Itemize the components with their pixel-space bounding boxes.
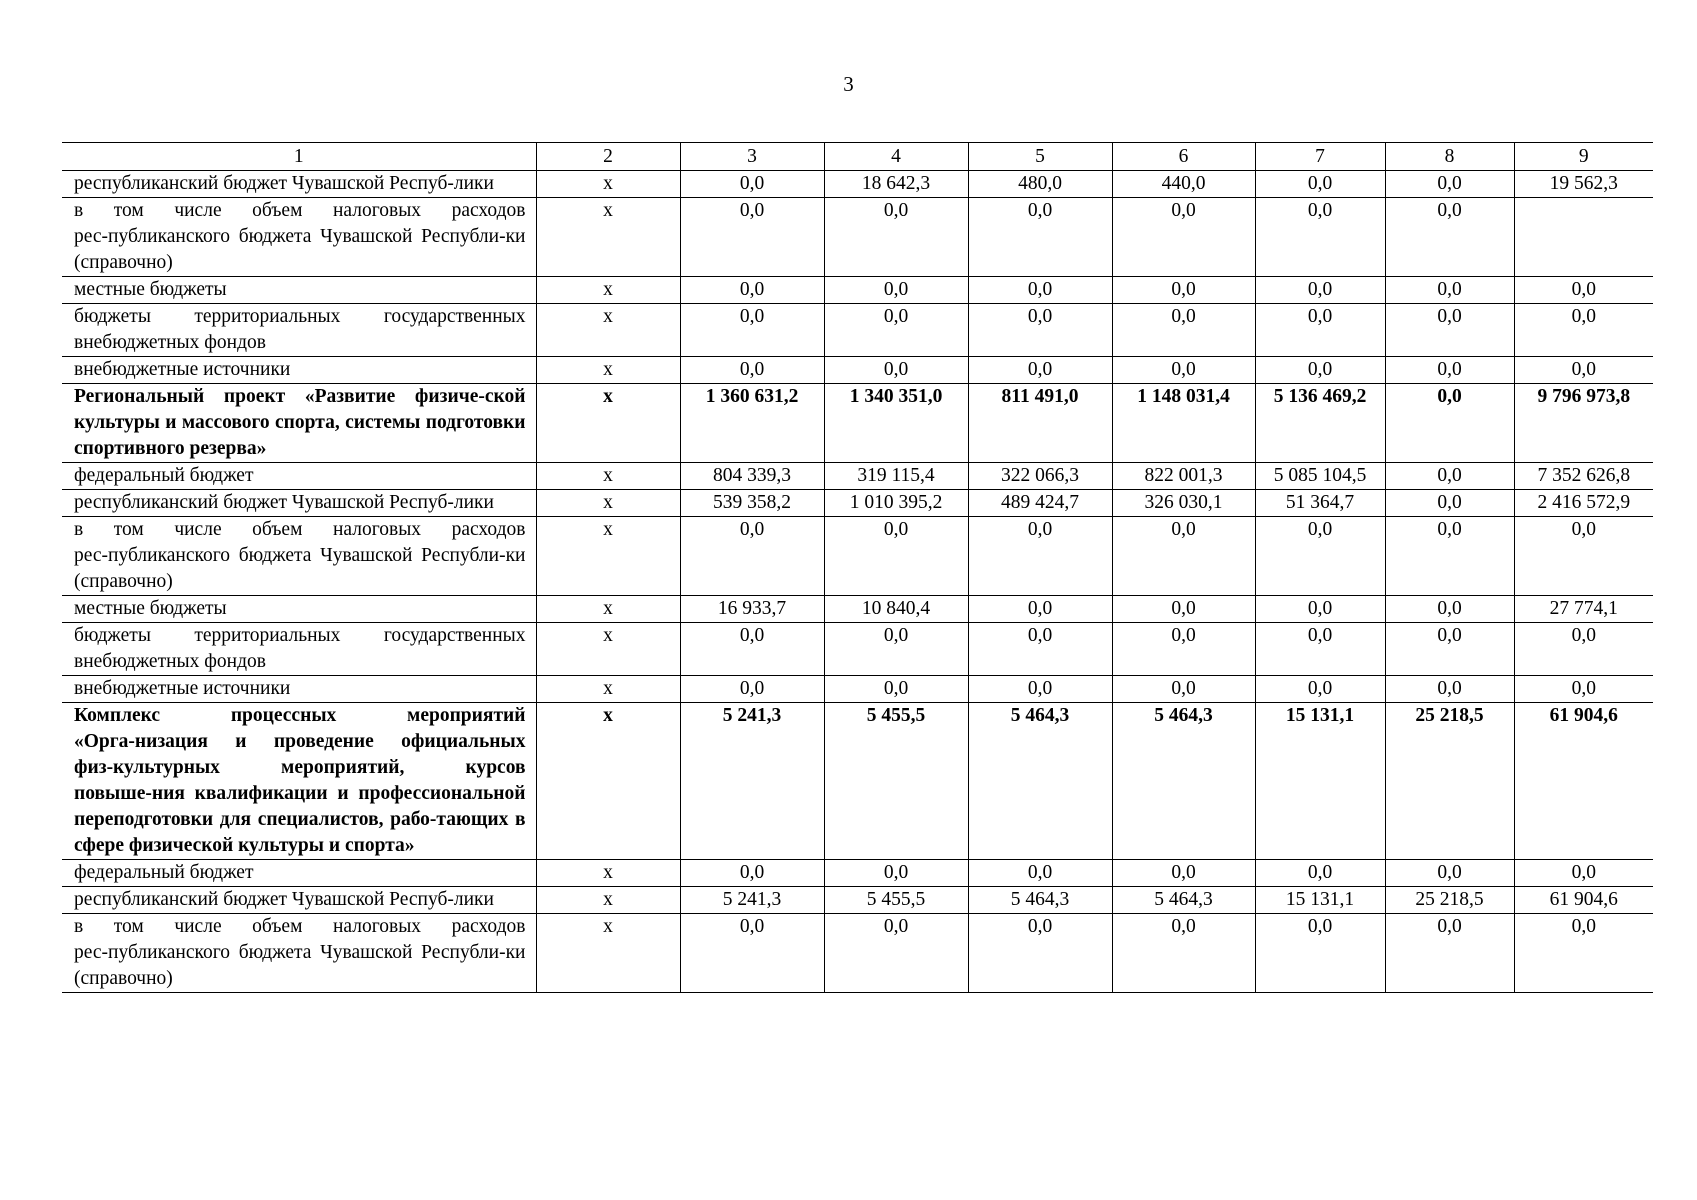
table-cell: 0,0	[968, 277, 1112, 304]
table-cell: 15 131,1	[1255, 887, 1385, 914]
table-cell: 0,0	[1514, 676, 1653, 703]
table-cell: 15 131,1	[1255, 703, 1385, 860]
table-header-row	[62, 143, 1653, 171]
table-cell: 0,0	[1514, 304, 1653, 357]
table-cell: 0,0	[680, 517, 824, 596]
table-cell: 61 904,6	[1514, 887, 1653, 914]
table-cell: 0,0	[1112, 914, 1255, 993]
table-cell: 0,0	[1255, 357, 1385, 384]
row-label: местные бюджеты	[62, 596, 536, 623]
table-cell: х	[536, 304, 680, 357]
row-label: федеральный бюджет	[62, 463, 536, 490]
table-cell: 0,0	[824, 357, 968, 384]
row-label: республиканский бюджет Чувашской Респуб-лики	[62, 887, 536, 914]
table-cell: 9 796 973,8	[1514, 384, 1653, 463]
table-row	[62, 596, 1653, 623]
table-cell: 0,0	[1255, 304, 1385, 357]
table-row	[62, 357, 1653, 384]
row-label: Комплекс процессных мероприятий «Орга-низация и проведение официальных физ-культурных мероприятий, курсов повыше-ния квалификации и профессиональной переподготовки для специалистов, рабо-тающих в сфере физической культуры и спорта»	[62, 703, 536, 860]
table-cell: 0,0	[968, 304, 1112, 357]
table-cell: 61 904,6	[1514, 703, 1653, 860]
table-cell: х	[536, 277, 680, 304]
table-cell: 5 241,3	[680, 887, 824, 914]
table-cell: 0,0	[1385, 914, 1514, 993]
table-cell: 0,0	[1385, 490, 1514, 517]
table-cell: 0,0	[1112, 860, 1255, 887]
table-row-section	[62, 703, 1653, 860]
table-cell: 0,0	[824, 914, 968, 993]
table-cell: 0,0	[1255, 171, 1385, 198]
table-cell: 5 136 469,2	[1255, 384, 1385, 463]
table-cell: 0,0	[680, 171, 824, 198]
table-cell: х	[536, 171, 680, 198]
table-cell: х	[536, 490, 680, 517]
table-row	[62, 676, 1653, 703]
table-cell: 0,0	[680, 860, 824, 887]
table-cell: 0,0	[1385, 304, 1514, 357]
table-cell: 0,0	[1514, 277, 1653, 304]
table-cell: х	[536, 676, 680, 703]
table-cell: 0,0	[968, 517, 1112, 596]
table-cell: х	[536, 860, 680, 887]
table-cell: 0,0	[1514, 357, 1653, 384]
column-header: 9	[1514, 143, 1653, 171]
table-row	[62, 860, 1653, 887]
row-label: Региональный проект «Развитие физиче-ской культуры и массового спорта, системы подготовки спортивного резерва»	[62, 384, 536, 463]
column-header: 6	[1112, 143, 1255, 171]
table-row	[62, 623, 1653, 676]
table-cell: 7 352 626,8	[1514, 463, 1653, 490]
table-cell: 0,0	[1112, 277, 1255, 304]
table-cell: 0,0	[1255, 596, 1385, 623]
table-cell: 822 001,3	[1112, 463, 1255, 490]
table-cell: 0,0	[1385, 517, 1514, 596]
table-cell: х	[536, 463, 680, 490]
table-cell: 5 241,3	[680, 703, 824, 860]
table-cell: х	[536, 198, 680, 277]
table-cell: х	[536, 914, 680, 993]
table-row	[62, 198, 1653, 277]
table-cell: 440,0	[1112, 171, 1255, 198]
table-cell: 0,0	[1255, 198, 1385, 277]
table-cell: 0,0	[680, 198, 824, 277]
table-cell: х	[536, 384, 680, 463]
table-cell: 0,0	[1112, 596, 1255, 623]
table-cell: 10 840,4	[824, 596, 968, 623]
table-cell: х	[536, 357, 680, 384]
table-cell: 0,0	[1255, 277, 1385, 304]
table-cell: 0,0	[1385, 623, 1514, 676]
table-cell: 25 218,5	[1385, 703, 1514, 860]
row-label: местные бюджеты	[62, 277, 536, 304]
table-cell: 1 010 395,2	[824, 490, 968, 517]
table-cell: 0,0	[1255, 860, 1385, 887]
row-label: бюджеты территориальных государственных внебюджетных фондов	[62, 304, 536, 357]
table-cell: 0,0	[824, 517, 968, 596]
table-cell: 0,0	[824, 860, 968, 887]
table-cell: 0,0	[680, 277, 824, 304]
table-cell: х	[536, 703, 680, 860]
table-cell: 0,0	[1385, 676, 1514, 703]
table-body	[62, 143, 1653, 993]
table-cell: 0,0	[968, 596, 1112, 623]
table-cell: 19 562,3	[1514, 171, 1653, 198]
table-cell: 0,0	[1385, 198, 1514, 277]
table-row	[62, 277, 1653, 304]
table-cell: 326 030,1	[1112, 490, 1255, 517]
table-cell: 1 360 631,2	[680, 384, 824, 463]
table-cell: 0,0	[824, 676, 968, 703]
table-cell: 0,0	[1385, 171, 1514, 198]
table-cell: 5 464,3	[1112, 887, 1255, 914]
table-cell: 16 933,7	[680, 596, 824, 623]
row-label: федеральный бюджет	[62, 860, 536, 887]
column-header: 1	[62, 143, 536, 171]
column-header: 7	[1255, 143, 1385, 171]
table-cell: 0,0	[1385, 384, 1514, 463]
table-cell: 0,0	[1112, 357, 1255, 384]
table-cell: 0,0	[1385, 463, 1514, 490]
table-cell: 322 066,3	[968, 463, 1112, 490]
table-cell: 0,0	[824, 277, 968, 304]
table-cell: 0,0	[680, 676, 824, 703]
table-cell: 2 416 572,9	[1514, 490, 1653, 517]
table-cell: 5 464,3	[968, 887, 1112, 914]
table-cell: х	[536, 623, 680, 676]
table-cell: 0,0	[968, 860, 1112, 887]
column-header: 3	[680, 143, 824, 171]
table-cell: 0,0	[1112, 198, 1255, 277]
table-cell: 0,0	[1385, 860, 1514, 887]
table-cell: 0,0	[1514, 914, 1653, 993]
table-cell: 0,0	[1385, 596, 1514, 623]
row-label: бюджеты территориальных государственных внебюджетных фондов	[62, 623, 536, 676]
table-cell: 0,0	[1255, 676, 1385, 703]
table-row	[62, 463, 1653, 490]
table-cell: 5 455,5	[824, 887, 968, 914]
table-cell: 0,0	[1385, 357, 1514, 384]
table-cell: 0,0	[1112, 517, 1255, 596]
table-cell: 1 340 351,0	[824, 384, 968, 463]
table-row	[62, 171, 1653, 198]
table-cell: 18 642,3	[824, 171, 968, 198]
table-cell: 480,0	[968, 171, 1112, 198]
table-cell: х	[536, 517, 680, 596]
table-cell: 27 774,1	[1514, 596, 1653, 623]
table-cell: 5 464,3	[968, 703, 1112, 860]
table-cell: 0,0	[824, 304, 968, 357]
table-cell: 0,0	[680, 623, 824, 676]
table-cell: х	[536, 887, 680, 914]
table-row	[62, 490, 1653, 517]
table-cell: 5 085 104,5	[1255, 463, 1385, 490]
table-cell: х	[536, 596, 680, 623]
column-header: 5	[968, 143, 1112, 171]
table-cell: 0,0	[1112, 304, 1255, 357]
table-row	[62, 914, 1653, 993]
table-cell: 0,0	[680, 304, 824, 357]
table-cell: 804 339,3	[680, 463, 824, 490]
table-cell: 0,0	[824, 198, 968, 277]
page-number: 3	[843, 72, 854, 96]
table-cell: 0,0	[1514, 860, 1653, 887]
table-cell: 489 424,7	[968, 490, 1112, 517]
table-cell: 5 455,5	[824, 703, 968, 860]
table-row	[62, 517, 1653, 596]
table-cell: 0,0	[1255, 517, 1385, 596]
table-cell: 0,0	[968, 198, 1112, 277]
table-cell: 1 148 031,4	[1112, 384, 1255, 463]
column-header: 8	[1385, 143, 1514, 171]
table-cell: 539 358,2	[680, 490, 824, 517]
row-label: республиканский бюджет Чувашской Респуб-лики	[62, 490, 536, 517]
column-header: 4	[824, 143, 968, 171]
table-cell: 51 364,7	[1255, 490, 1385, 517]
table-cell: 0,0	[968, 914, 1112, 993]
table-cell: 0,0	[1112, 623, 1255, 676]
table-cell: 811 491,0	[968, 384, 1112, 463]
table-row	[62, 887, 1653, 914]
row-label: внебюджетные источники	[62, 357, 536, 384]
row-label: республиканский бюджет Чувашской Респуб-лики	[62, 171, 536, 198]
table-cell: 0,0	[824, 623, 968, 676]
row-label: в том числе объем налоговых расходов рес-публиканского бюджета Чувашской Республи-ки (справочно)	[62, 517, 536, 596]
table-cell: 0,0	[968, 676, 1112, 703]
table-cell: 0,0	[1255, 914, 1385, 993]
table-cell: 0,0	[968, 623, 1112, 676]
column-header: 2	[536, 143, 680, 171]
table-cell: 0,0	[680, 914, 824, 993]
table-cell: 0,0	[968, 357, 1112, 384]
table-cell: 0,0	[1514, 623, 1653, 676]
row-label: в том числе объем налоговых расходов рес-публиканского бюджета Чувашской Республи-ки (справочно)	[62, 198, 536, 277]
table-row	[62, 304, 1653, 357]
table-cell: 5 464,3	[1112, 703, 1255, 860]
table-cell: 0,0	[1514, 517, 1653, 596]
table-cell: 0,0	[680, 357, 824, 384]
row-label: внебюджетные источники	[62, 676, 536, 703]
table-cell: 0,0	[1385, 277, 1514, 304]
table-cell: 319 115,4	[824, 463, 968, 490]
table-cell: 25 218,5	[1385, 887, 1514, 914]
table-cell	[1514, 198, 1653, 277]
row-label: в том числе объем налоговых расходов рес-публиканского бюджета Чувашской Республи-ки (справочно)	[62, 914, 536, 993]
table-cell: 0,0	[1255, 623, 1385, 676]
table-row-section	[62, 384, 1653, 463]
budget-table	[62, 142, 1653, 993]
table-cell: 0,0	[1112, 676, 1255, 703]
